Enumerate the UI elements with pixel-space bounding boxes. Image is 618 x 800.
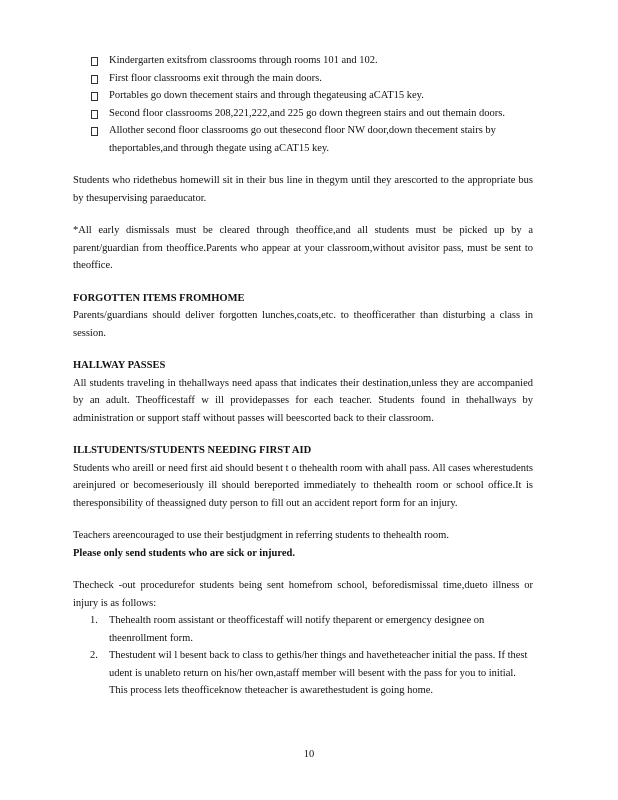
step-text: Thestudent wil l besent back to class to gethis/her things and havetheteacher initial the pass. If thest udent is unableto return on his/her own,astaff member will besent with the pass for you to initial. This process lets theofficeknow theteacher is awarethestudent is going home.	[109, 650, 528, 696]
checkout-intro: Thecheck -out procedurefor students being sent homefrom school, beforedismissal time,dueto illness or injury is as follows:	[73, 580, 533, 609]
checkbox-bullet-icon	[91, 92, 98, 101]
list-item	[73, 647, 533, 700]
bus-paragraph: Students who ridethebus homewill sit in their bus line in thegym until they arescorted to the appropriate bus by thesupervising paraeducator.	[73, 175, 533, 204]
page-content	[73, 52, 533, 700]
list-item-text: Allother second floor classrooms go out thesecond floor NW door,down thecement stairs by theportables,and through thegate using aCAT15 key.	[109, 125, 496, 154]
checkbox-bullet-icon	[91, 57, 98, 66]
early-dismissal-paragraph: *All early dismissals must be cleared through theoffice,and all students must be picked up by a parent/guardian from theoffice.Parents who appear at your classroom,without avisitor pass, must be sent to theoffice.	[73, 225, 533, 271]
forgotten-items-heading: FORGOTTEN ITEMS FROMHOME	[73, 292, 245, 304]
exit-routes-list	[73, 52, 533, 157]
step-number: 2.	[90, 650, 98, 661]
list-item	[73, 70, 533, 88]
page-number: 10	[303, 749, 315, 760]
list-item	[73, 612, 533, 647]
list-item	[73, 122, 533, 157]
step-text: Thehealth room assistant or theofficestaff will notify theparent or emergency designee on theenrollment form.	[109, 615, 485, 644]
step-number: 1.	[90, 615, 98, 626]
teachers-bold-note: Please only send students who are sick or injured.	[73, 547, 295, 559]
checkbox-bullet-icon	[91, 127, 98, 136]
forgotten-items-body: Parents/guardians should deliver forgotten lunches,coats,etc. to theofficerather than disturbing a class in session.	[73, 310, 533, 339]
list-item	[73, 87, 533, 105]
list-item-text: First floor classrooms exit through the main doors.	[109, 72, 322, 84]
ill-students-body: Students who areill or need first aid should besent t o thehealth room with ahall pass. All cases wherestudents areinjured or becomeseriously ill should bereported immediately to thehealth room or school office.It is theresponsibility of theassigned duty person to fill out an accident report form for an injury.	[73, 462, 533, 509]
list-item-text: Kindergarten exitsfrom classrooms through rooms 101 and 102.	[109, 55, 378, 66]
teachers-paragraph	[73, 527, 533, 562]
checkout-steps-list	[73, 612, 533, 700]
list-item	[73, 52, 533, 70]
checkbox-bullet-icon	[91, 110, 98, 119]
list-item	[73, 105, 533, 123]
hallway-passes-heading: HALLWAY PASSES	[73, 360, 166, 371]
teachers-body: Teachers areencouraged to use their bestjudgment in referring students to thehealth room.	[73, 530, 449, 541]
hallway-passes-body: All students traveling in thehallways need apass that indicates their destination,unless they are accompanied by an adult. Theofficestaff w ill providepasses for each teacher. Students found in thehallways by administration or support staff without passes will beescorted back to their classroom.	[73, 377, 533, 424]
ill-students-heading: ILLSTUDENTS/STUDENTS NEEDING FIRST AID	[73, 445, 312, 456]
list-item-text: Second floor classrooms 208,221,222,and 225 go down thegreen stairs and out themain doors.	[109, 107, 506, 119]
checkbox-bullet-icon	[91, 75, 98, 84]
list-item-text: Portables go down thecement stairs and through thegateusing aCAT15 key.	[109, 90, 424, 101]
